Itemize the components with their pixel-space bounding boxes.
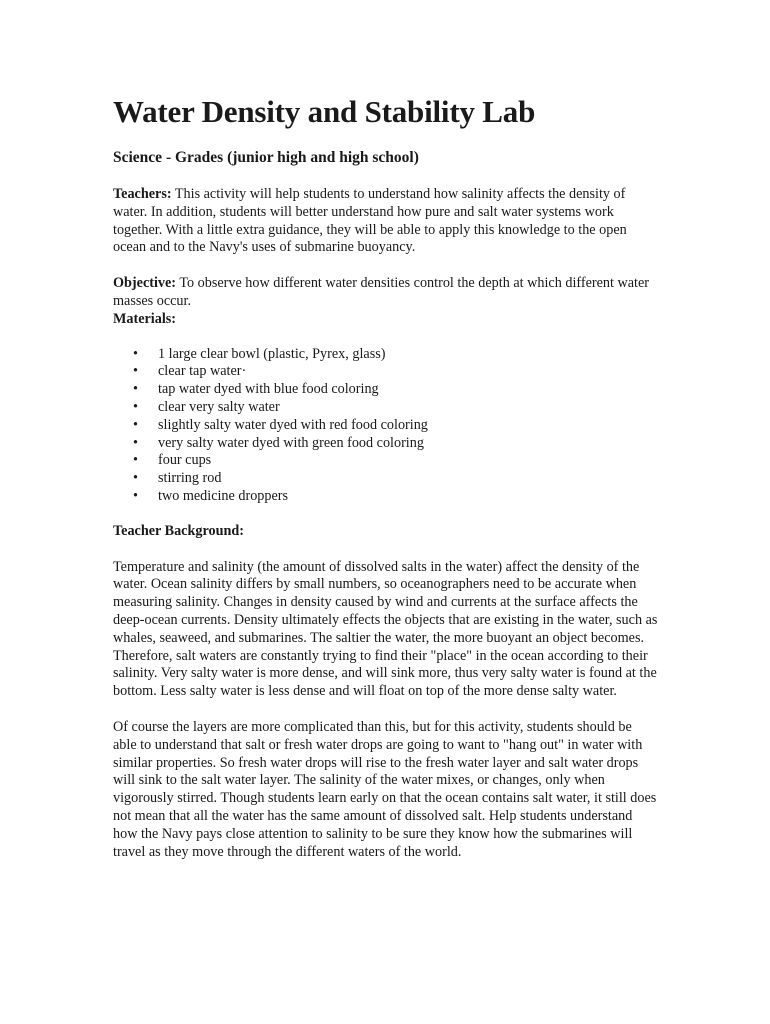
bullet-icon: •: [133, 487, 138, 504]
list-item: • two medicine droppers: [133, 487, 289, 504]
bullet-icon: •: [133, 363, 138, 380]
bullet-icon: •: [133, 381, 138, 398]
background-paragraph-2: Of course the layers are more complicated than this, but for this activity, students should be able to understand that salt or fresh water drops are going to want to "hang out" in water with similar properties. So fresh water drops will rise to the fresh water layer and salt water drops will sink to the salt water layer. The salinity of the water mixes, or changes, only when vigorously stirred. Though students learn early on that the ocean contains salt water, it still does not mean that all the water has the same amount of dissolved salt. Help students understand how the Navy pays close attention to salinity to be sure they know how the submarines will travel as they move through the different waters of the world.: [113, 718, 657, 860]
list-item: • four cups: [133, 452, 212, 469]
teachers-text: This activity will help students to understand how salinity affects the density of water. In addition, students will better understand how pure and salt water systems work together. With a little extra guidance, they will be able to apply this knowledge to the open ocean and to the Navy's uses of submarine buoyancy.: [113, 186, 627, 256]
teacher-background-heading: Teacher Background:: [113, 522, 244, 539]
document-subtitle: Science - Grades (junior high and high school): [113, 149, 419, 166]
objective-label: Objective:: [113, 275, 177, 292]
list-item: • clear tap water·: [133, 363, 247, 380]
bullet-icon: •: [133, 434, 138, 451]
materials-heading: Materials:: [113, 310, 177, 327]
bullet-icon: •: [133, 452, 138, 469]
teachers-label: Teachers:: [113, 186, 172, 202]
document-page: [113, 92, 658, 861]
list-item: • stirring rod: [133, 470, 222, 487]
list-item: • 1 large clear bowl (plastic, Pyrex, glass): [133, 345, 386, 362]
objective-text: To observe how different water densities control the depth at which different water masses occur.: [113, 275, 649, 309]
list-item: • tap water dyed with blue food coloring: [133, 381, 379, 398]
materials-list: [113, 346, 658, 506]
bullet-icon: •: [133, 398, 138, 415]
bullet-icon: •: [133, 416, 138, 433]
list-item: • clear very salty water: [133, 398, 280, 415]
objective-paragraph: [113, 275, 658, 311]
list-item: • slightly salty water dyed with red food coloring: [133, 416, 428, 433]
bullet-icon: •: [133, 470, 138, 487]
teachers-paragraph: [113, 186, 658, 257]
document-title: Water Density and Stability Lab: [113, 94, 536, 129]
bullet-icon: •: [133, 345, 138, 362]
list-item: • very salty water dyed with green food coloring: [133, 434, 424, 451]
background-paragraph-1: Temperature and salinity (the amount of dissolved salts in the water) affect the density of the water. Ocean salinity differs by small numbers, so oceanographers need to be accurate when measuring salinity. Changes in density caused by wind and currents at the surface affects the deep-ocean currents. Density ultimately effects the objects that are existing in the water, such as whales, seaweed, and submarines. The saltier the water, the more buoyant an object becomes. Therefore, salt waters are constantly trying to find their "place" in the ocean according to their salinity. Very salty water is more dense, and will sink more, thus very salty water is found at the bottom. Less salty water is less dense and will float on top of the more dense salty water.: [113, 558, 658, 700]
